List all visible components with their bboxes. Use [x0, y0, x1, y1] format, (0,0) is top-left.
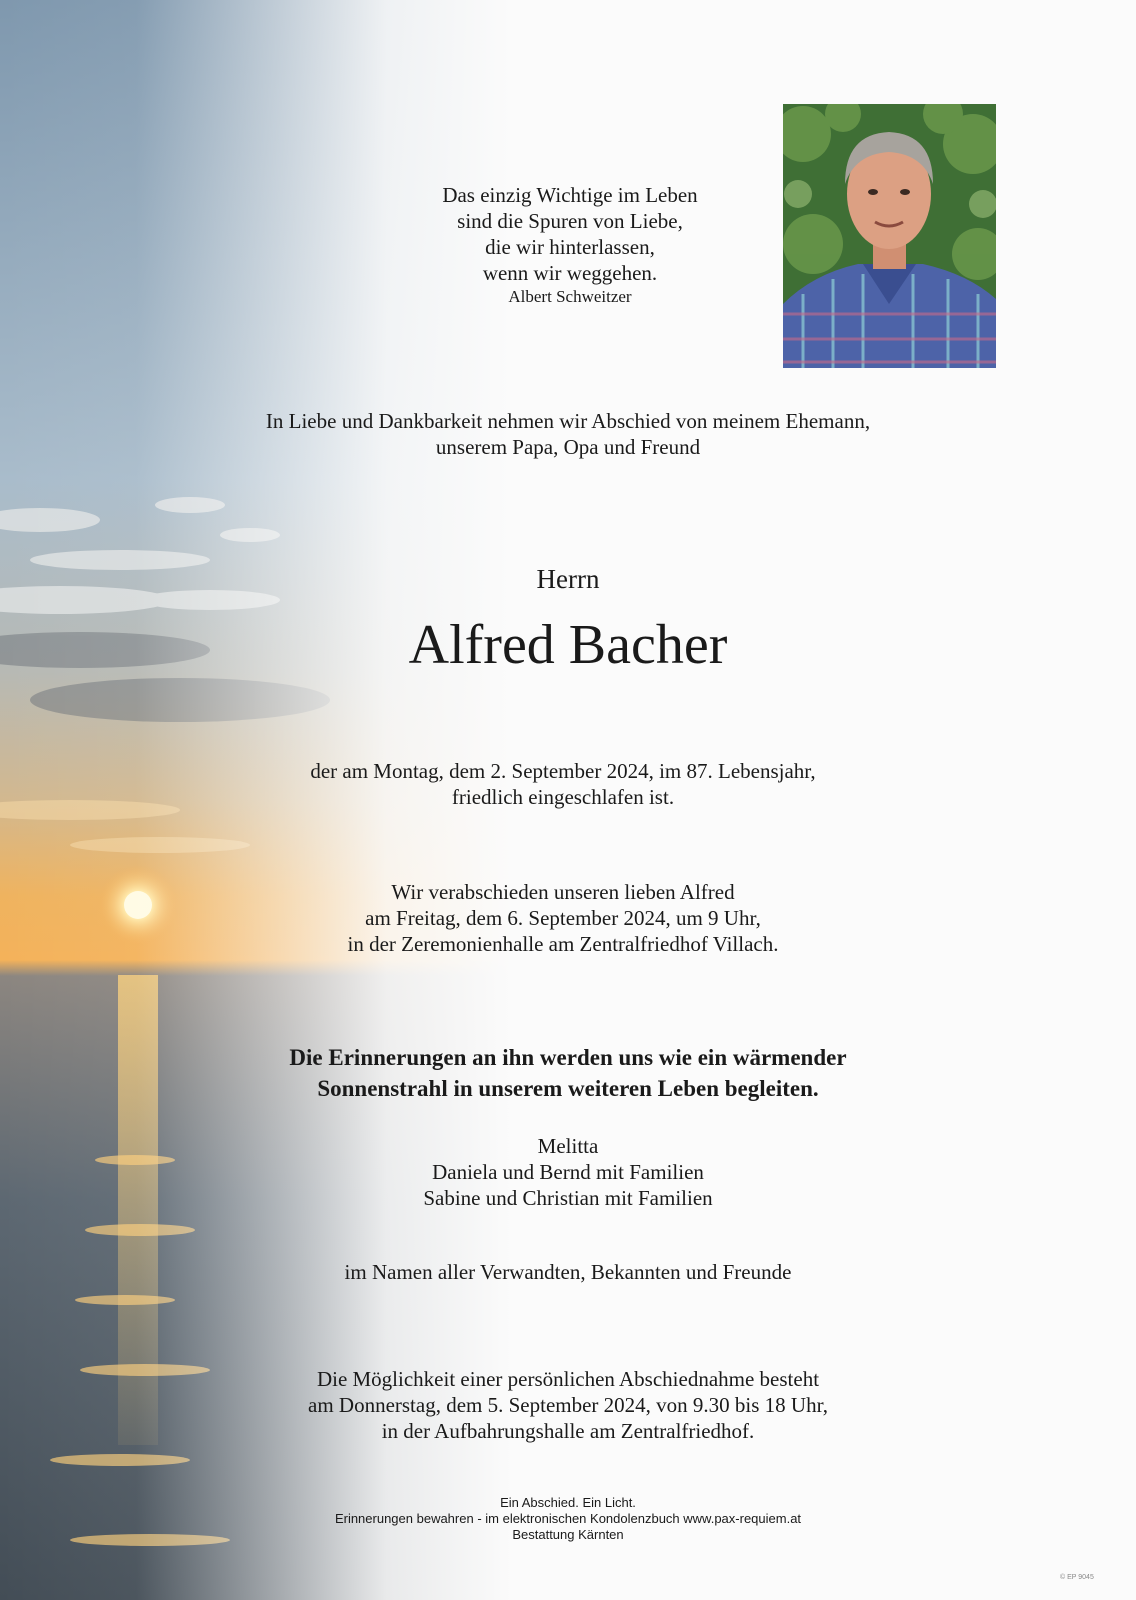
- viewing-line: in der Aufbahrungshalle am Zentralfriedhof.: [381, 1419, 755, 1443]
- memorial-line: Die Erinnerungen an ihn werden uns wie ein wärmender: [289, 1045, 847, 1070]
- death-line: der am Montag, dem 2. September 2024, im 87. Lebensjahr,: [310, 759, 816, 783]
- funeral-line: in der Zeremonienhalle am Zentralfriedhof Villach.: [347, 932, 779, 956]
- quote-author: Albert Schweitzer: [508, 287, 632, 306]
- intro-line: In Liebe und Dankbarkeit nehmen wir Abschied von meinem Ehemann,: [265, 409, 871, 433]
- death-line: friedlich eingeschlafen ist.: [451, 785, 675, 809]
- print-code: © EP 9045: [1060, 1574, 1094, 1581]
- mourner: Sabine und Christian mit Familien: [423, 1186, 713, 1210]
- footer-condolence-link[interactable]: Erinnerungen bewahren - im elektronischen Kondolenzbuch www.pax-requiem.at: [334, 1511, 802, 1526]
- quote-line: sind die Spuren von Liebe,: [457, 209, 683, 233]
- deceased-name: Alfred Bacher: [408, 614, 728, 676]
- honorific: Herrn: [536, 564, 600, 594]
- footer-undertaker: Bestattung Kärnten: [512, 1527, 624, 1542]
- quote-line: die wir hinterlassen,: [485, 235, 655, 259]
- funeral-line: Wir verabschieden unseren lieben Alfred: [391, 880, 735, 904]
- quote-line: wenn wir weggehen.: [482, 261, 658, 285]
- relatives-line: im Namen aller Verwandten, Bekannten und Freunde: [344, 1260, 792, 1284]
- funeral-line: am Freitag, dem 6. September 2024, um 9 Uhr,: [365, 906, 761, 930]
- mourners-list: [268, 1133, 868, 1211]
- funeral-info: [168, 879, 958, 957]
- quote-line: Das einzig Wichtige im Leben: [442, 183, 698, 207]
- portrait-photo: [783, 104, 996, 368]
- mourner: Daniela und Bernd mit Familien: [432, 1160, 704, 1184]
- quote: [380, 182, 760, 308]
- mourner: Melitta: [537, 1134, 599, 1158]
- viewing-info: [168, 1366, 968, 1444]
- footer: [268, 1495, 868, 1543]
- memorial-statement: [168, 1042, 968, 1104]
- memorial-line: Sonnenstrahl in unserem weiteren Leben begleiten.: [317, 1076, 819, 1101]
- footer-slogan: Ein Abschied. Ein Licht.: [500, 1495, 636, 1510]
- viewing-line: am Donnerstag, dem 5. September 2024, von 9.30 bis 18 Uhr,: [308, 1393, 828, 1417]
- intro-text: [168, 408, 968, 460]
- death-notice: [168, 758, 958, 810]
- viewing-line: Die Möglichkeit einer persönlichen Abschiednahme besteht: [316, 1367, 820, 1391]
- intro-line: unserem Papa, Opa und Freund: [435, 435, 701, 459]
